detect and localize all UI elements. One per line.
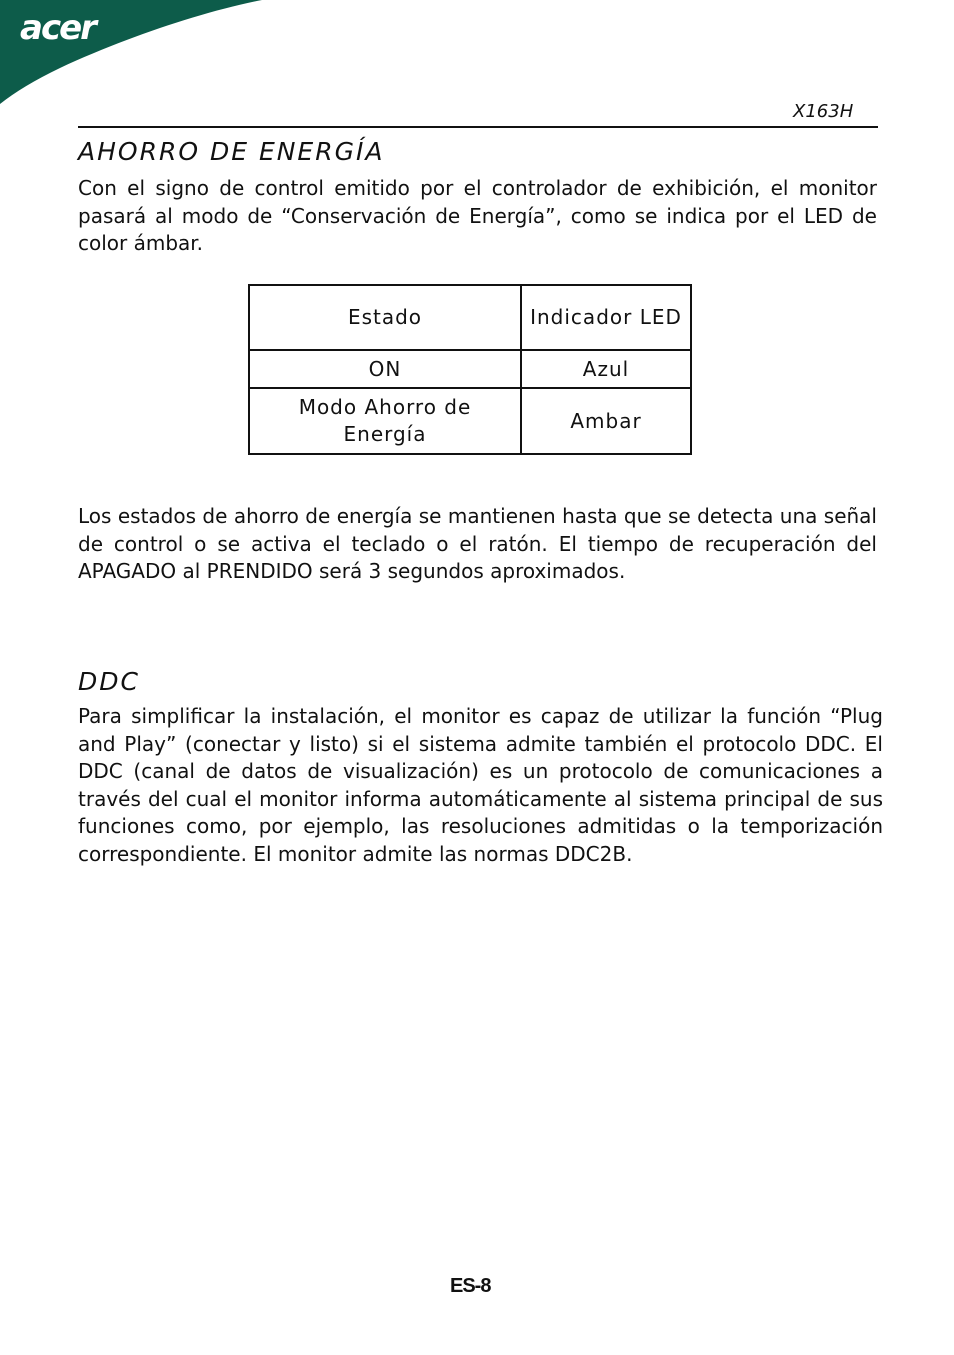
section-title-power-saving: AHORRO DE ENERGÍA (78, 137, 385, 166)
table-row (249, 388, 691, 454)
power-state-table (248, 284, 692, 455)
ddc-body: Para simplificar la instalación, el monitor es capaz de utilizar la función “Plug and Play” (conectar y listo) si el sistema admite también el protocolo DDC. El DDC (canal de datos de visualización) es un protocolo de comunicaciones a través del cual el monitor informa automáticamente al sistema principal de sus funciones como, por ejemplo, las resoluciones admitidas o la temporización correspondiente. El monitor admite las normas DDC2B. (78, 704, 883, 866)
table-cell: Modo Ahorro de Energía (249, 388, 521, 454)
page-number: ES-8 (450, 1275, 491, 1297)
table-header-row (249, 285, 691, 350)
table-header-cell: Estado (249, 285, 521, 350)
table-cell: ON (249, 350, 521, 388)
section-title-ddc: DDC (78, 667, 140, 696)
table-cell: Ambar (521, 388, 691, 454)
header-divider (78, 126, 878, 128)
table-header-cell: Indicador LED (521, 285, 691, 350)
table-cell: Azul (521, 350, 691, 388)
power-saving-intro: Con el signo de control emitido por el controlador de exhibición, el monitor pasará al modo de “Conservación de Energía”, como se indica por el LED de color ámbar. (78, 176, 877, 255)
power-saving-note: Los estados de ahorro de energía se mantienen hasta que se detecta una señal de control o se activa el teclado o el ratón. El tiempo de recuperación del APAGADO al PRENDIDO será 3 segundos aproximados. (78, 504, 877, 583)
table-row (249, 350, 691, 388)
acer-logo: acer (20, 8, 95, 48)
model-label: X163H (793, 101, 854, 122)
